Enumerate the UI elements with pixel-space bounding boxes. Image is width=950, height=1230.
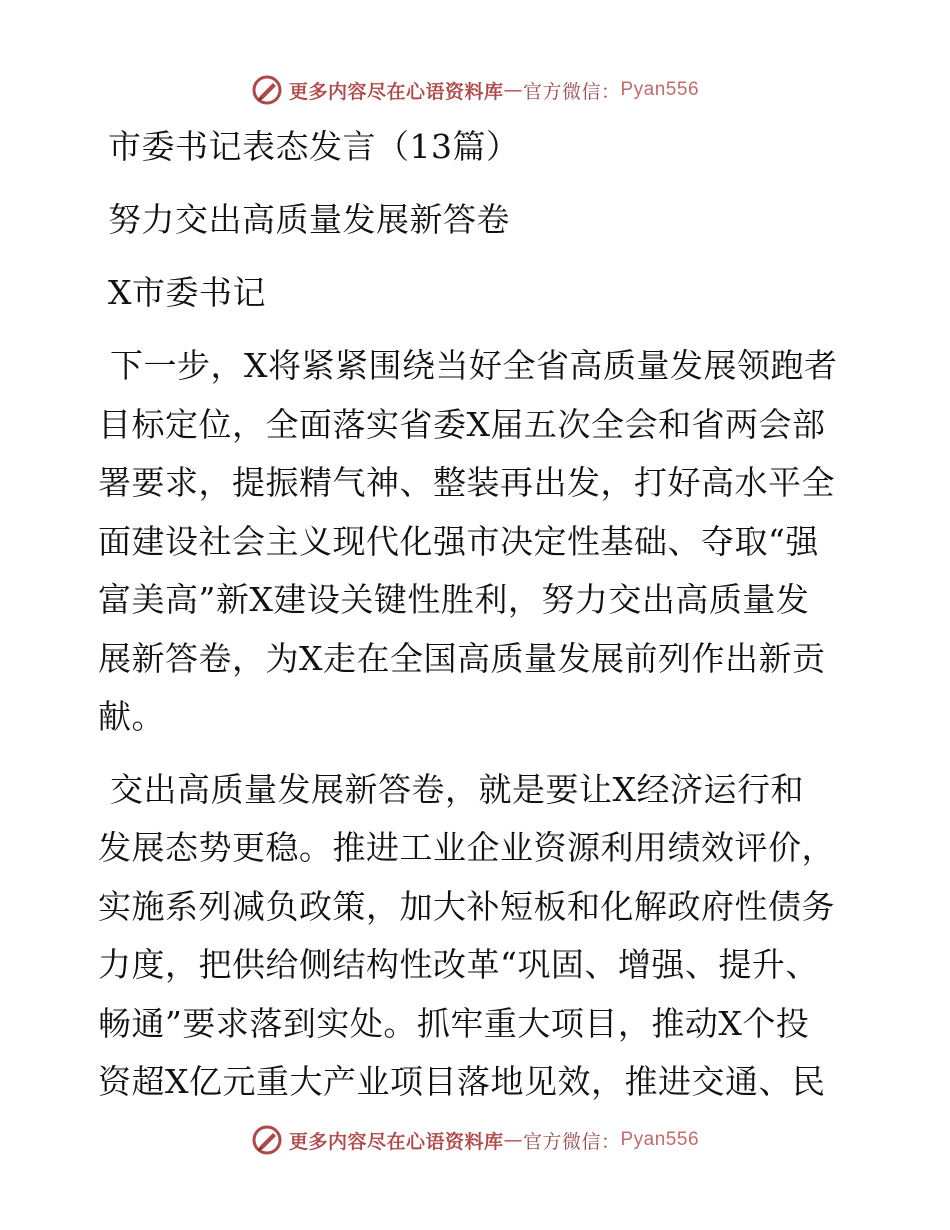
paragraph-line: 发展态势更稳。推进工业企业资源利用绩效评价， xyxy=(98,828,835,867)
paragraph-line: 面建设社会主义现代化强市决定性基础、夺取“强 xyxy=(98,521,819,561)
document-subtitle: 努力交出高质量发展新答卷 xyxy=(108,200,510,239)
document-author: X市委书记 xyxy=(108,273,266,312)
watermark-id: Pyan556 xyxy=(620,1129,700,1150)
paragraph-line: 下一步，X将紧紧围绕当好全省高质量发展领跑者 xyxy=(110,346,838,385)
watermark-sub-text: 官方微信： xyxy=(522,80,621,103)
watermark-id: Pyan556 xyxy=(620,79,700,100)
paragraph-line: 展新答卷，为X走在全国高质量发展前列作出新贡 xyxy=(98,638,826,678)
paragraph-line: 目标定位，全面落实省委X届五次全会和省两会部 xyxy=(98,404,826,444)
watermark-footer xyxy=(0,1120,950,1160)
watermark-dash: — xyxy=(503,79,523,101)
document-body xyxy=(98,118,858,1126)
paragraph-line: 署要求，提振精气神、整装再出发，打好高水平全 xyxy=(98,463,835,502)
watermark-dash: — xyxy=(503,1129,523,1151)
paragraph-line: 资超X亿元重大产业项目落地见效，推进交通、民 xyxy=(98,1062,826,1101)
paragraph-line: 富美高”新X建设关键性胜利，努力交出高质量发 xyxy=(98,580,810,619)
paragraph-line: 实施系列减负政策，加大补短板和化解政府性债务 xyxy=(98,886,835,926)
watermark-main-text: 更多内容尽在心语资料库 xyxy=(288,1130,504,1153)
watermark-header xyxy=(0,70,950,110)
watermark-sub-text: 官方微信： xyxy=(522,1130,621,1153)
document-title: 市委书记表态发言（13篇） xyxy=(108,127,520,166)
paragraph-line: 交出高质量发展新答卷，就是要让X经济运行和 xyxy=(110,769,804,809)
watermark-main-text: 更多内容尽在心语资料库 xyxy=(288,80,504,103)
paragraph-1 xyxy=(98,337,858,747)
paragraph-2 xyxy=(98,761,858,1112)
paragraph-line: 力度，把供给侧结构性改革“巩固、增强、提升、 xyxy=(98,945,819,984)
pen-logo-icon xyxy=(251,74,283,106)
paragraph-line: 畅通”要求落到实处。抓牢重大项目，推动X个投 xyxy=(98,1003,810,1043)
paragraph-line: 献。 xyxy=(98,697,165,736)
pen-logo-icon xyxy=(251,1124,283,1156)
